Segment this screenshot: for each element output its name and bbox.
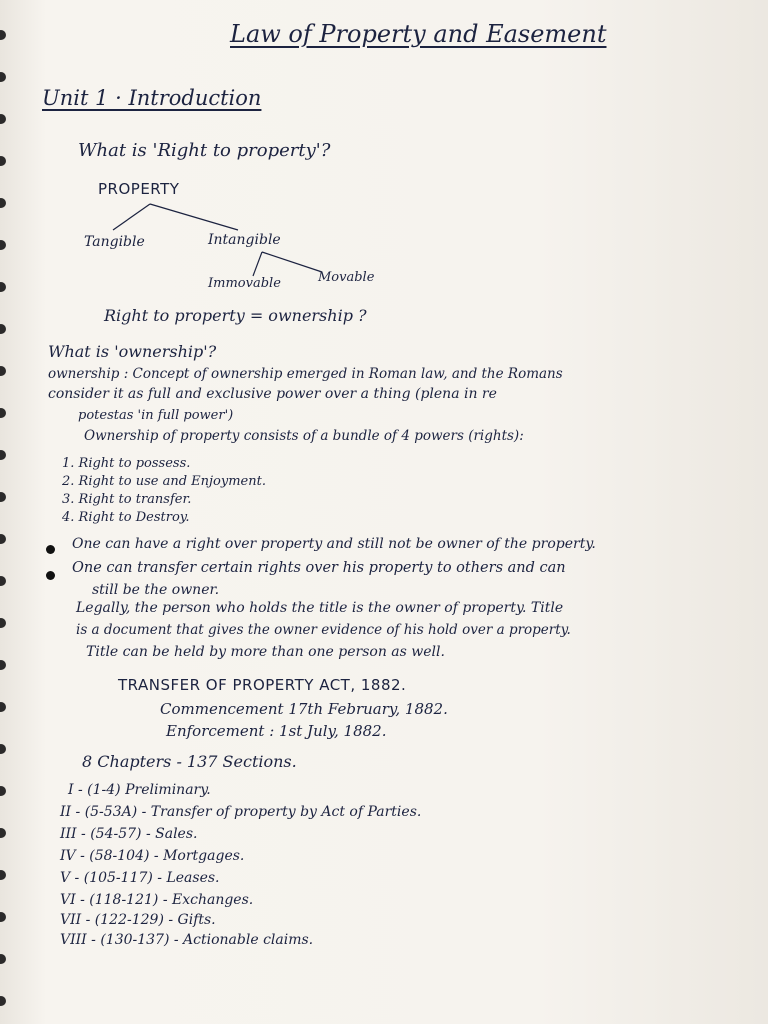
- ownership-line-3: potestas 'in full power'): [78, 408, 234, 423]
- chapters-heading: 8 Chapters - 137 Sections.: [82, 752, 297, 771]
- legal-line-2: is a document that gives the owner evidence of his hold over a property.: [76, 622, 571, 638]
- legal-line-1: Legally, the person who holds the title is the owner of property. Title: [76, 600, 564, 616]
- binding-hole: [0, 660, 6, 670]
- right-2: 2. Right to use and Enjoyment.: [62, 474, 266, 489]
- bullet-line-1: One can have a right over property and still not be owner of the property.: [72, 536, 596, 552]
- binding-hole: [0, 996, 6, 1006]
- binding-hole: [0, 912, 6, 922]
- binding-hole: [0, 618, 6, 628]
- binding-hole: [0, 324, 6, 334]
- tree-branch-movable: [262, 252, 322, 272]
- binding-hole: [0, 408, 6, 418]
- binding-hole: [0, 534, 6, 544]
- bullet-line-3: still be the owner.: [92, 582, 220, 598]
- bundle-of-powers: Ownership of property consists of a bundle of 4 powers (rights):: [84, 428, 524, 444]
- tree-branch-left: [113, 204, 150, 230]
- tree-root-property: PROPERTY: [98, 180, 180, 198]
- tree-node-intangible: Intangible: [208, 232, 281, 248]
- bullet-icon: [46, 571, 55, 580]
- binding-hole: [0, 786, 6, 796]
- bullet-icon: [46, 545, 55, 554]
- right-3: 3. Right to transfer.: [62, 492, 192, 507]
- legal-line-3: Title can be held by more than one person as well.: [86, 644, 445, 660]
- binding-hole: [0, 954, 6, 964]
- right-1: 1. Right to possess.: [62, 456, 191, 471]
- binding-hole: [0, 828, 6, 838]
- chapter-7: VII - (122-129) - Gifts.: [60, 912, 216, 928]
- ownership-line-1: ownership : Concept of ownership emerged in Roman law, and the Romans: [48, 366, 563, 382]
- equation-right-ownership: Right to property = ownership ?: [104, 306, 367, 325]
- binding-hole: [0, 744, 6, 754]
- page-title: Law of Property and Easement: [230, 20, 607, 48]
- tree-branch-immovable: [253, 252, 262, 276]
- binding-hole: [0, 870, 6, 880]
- right-4: 4. Right to Destroy.: [62, 510, 190, 525]
- binding-hole: [0, 576, 6, 586]
- chapter-6: VI - (118-121) - Exchanges.: [60, 892, 254, 908]
- unit-heading-text: Unit 1 · Introduction: [42, 86, 262, 110]
- binding-hole: [0, 492, 6, 502]
- chapter-2: II - (5-53A) - Transfer of property by Act of Parties.: [60, 804, 422, 820]
- binding-hole: [0, 366, 6, 376]
- tree-node-tangible: Tangible: [84, 234, 145, 250]
- binding-hole: [0, 450, 6, 460]
- tree-node-movable: Movable: [318, 270, 375, 285]
- binding-hole: [0, 702, 6, 712]
- act-name: TRANSFER OF PROPERTY ACT, 1882.: [118, 676, 407, 694]
- bullet-line-2: One can transfer certain rights over his property to others and can: [72, 560, 566, 576]
- chapter-3: III - (54-57) - Sales.: [60, 826, 198, 842]
- question-ownership: What is 'ownership'?: [48, 342, 217, 361]
- act-commencement: Commencement 17th February, 1882.: [160, 700, 448, 718]
- property-tree-lines: [0, 0, 768, 320]
- chapter-1: I - (1-4) Preliminary.: [68, 782, 211, 798]
- question-right-to-property: What is 'Right to property'?: [78, 140, 331, 161]
- act-enforcement: Enforcement : 1st July, 1882.: [166, 722, 387, 740]
- chapter-4: IV - (58-104) - Mortgages.: [60, 848, 245, 864]
- ownership-line-2: consider it as full and exclusive power over a thing (plena in re: [48, 386, 497, 402]
- chapter-5: V - (105-117) - Leases.: [60, 870, 220, 886]
- tree-branch-right: [150, 204, 238, 230]
- chapter-8: VIII - (130-137) - Actionable claims.: [60, 932, 314, 948]
- tree-node-immovable: Immovable: [208, 276, 281, 291]
